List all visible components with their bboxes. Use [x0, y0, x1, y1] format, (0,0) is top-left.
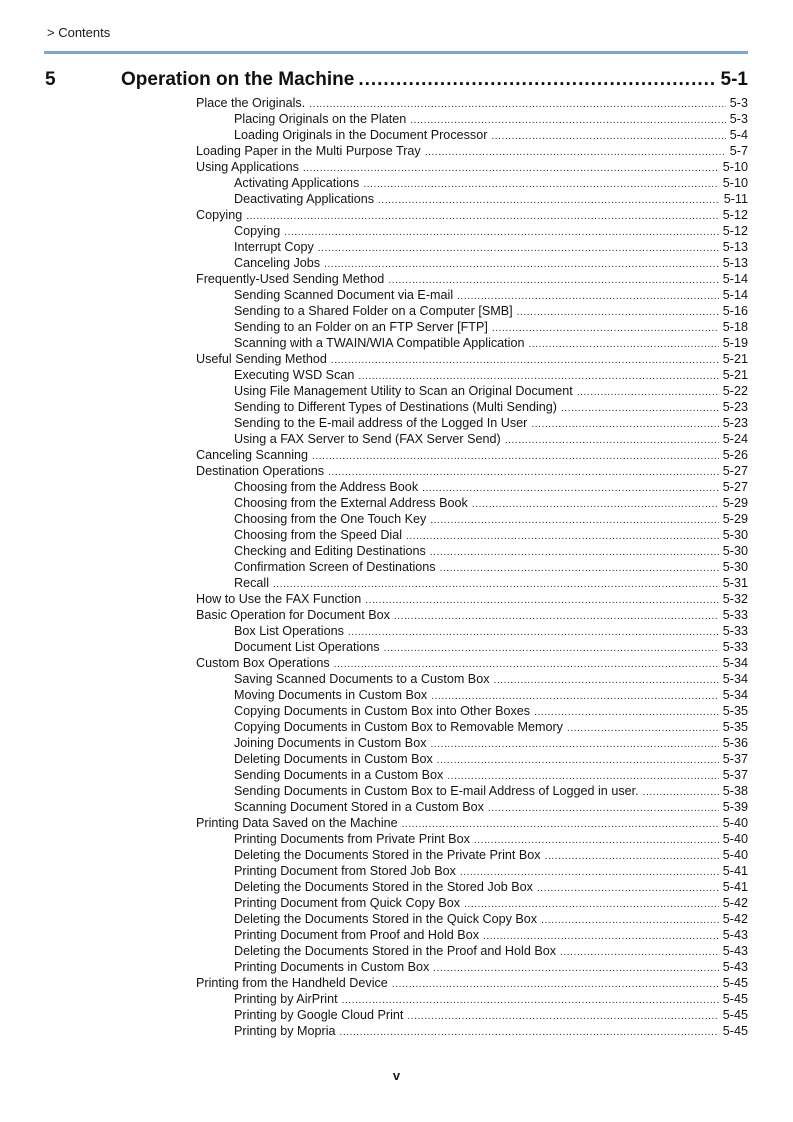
toc-subentry[interactable]	[196, 847, 748, 863]
toc-subentry[interactable]	[196, 255, 748, 271]
toc-entry-page: 5-30	[722, 560, 748, 574]
toc-entry-title: Printing Documents from Private Print Box	[234, 832, 470, 846]
toc-entry-page: 5-32	[722, 592, 748, 606]
toc-entry-page: 5-3	[729, 96, 748, 110]
toc-entry-page: 5-27	[722, 464, 748, 478]
toc-entry-page: 5-22	[722, 384, 748, 398]
header-divider	[44, 51, 748, 54]
toc-subentry[interactable]	[196, 639, 748, 655]
dot-leader	[577, 385, 719, 401]
toc-subentry[interactable]	[196, 239, 748, 255]
toc-entry-title: Copying Documents in Custom Box to Removable Memory	[234, 720, 563, 734]
dot-leader	[492, 321, 719, 337]
toc-entry-title: Sending to the E-mail address of the Logged In User	[234, 416, 528, 430]
toc-entry-title: Sending Documents in a Custom Box	[234, 768, 444, 782]
toc-entry-page: 5-40	[722, 832, 748, 846]
toc-subentry[interactable]	[196, 687, 748, 703]
toc-entry-page: 5-45	[722, 1024, 748, 1038]
chapter-title: Operation on the Machine	[121, 69, 355, 90]
toc-subentry[interactable]	[196, 783, 748, 799]
toc-entry[interactable]	[196, 655, 748, 671]
toc-entry-page: 5-30	[722, 528, 748, 542]
toc-entry-title: Placing Originals on the Platen	[234, 112, 407, 126]
toc-subentry[interactable]	[196, 415, 748, 431]
dot-leader	[440, 561, 719, 577]
toc-subentry[interactable]	[196, 831, 748, 847]
toc-entry-page: 5-36	[722, 736, 748, 750]
toc-entry-page: 5-35	[722, 704, 748, 718]
page-folio: v	[392, 1068, 401, 1083]
toc-entry-title: Canceling Scanning	[196, 448, 309, 462]
toc-subentry[interactable]	[196, 703, 748, 719]
toc-entry-page: 5-42	[722, 912, 748, 926]
dot-leader	[430, 513, 718, 529]
toc-entry-title: Printing Documents in Custom Box	[234, 960, 430, 974]
toc-entry-page: 5-34	[722, 688, 748, 702]
dot-leader	[537, 881, 719, 897]
toc-entry-title: Using Applications	[196, 160, 299, 174]
toc-entry-page: 5-43	[722, 944, 748, 958]
toc-subentry[interactable]	[196, 927, 748, 943]
dot-leader	[407, 1009, 718, 1025]
toc-subentry[interactable]	[196, 495, 748, 511]
toc-entry-title: Printing Document from Proof and Hold Box	[234, 928, 479, 942]
toc-entry-title: Loading Originals in the Document Processor	[234, 128, 488, 142]
toc-entry-title: Copying	[234, 224, 281, 238]
dot-leader	[378, 193, 720, 209]
toc-entry-page: 5-29	[722, 496, 748, 510]
toc-subentry[interactable]	[196, 287, 748, 303]
toc-subentry[interactable]	[196, 879, 748, 895]
dot-leader	[363, 177, 718, 193]
dot-leader	[431, 737, 719, 753]
toc-entry-page: 5-10	[722, 176, 748, 190]
toc-entry-title: Sending to Different Types of Destinations (Multi Sending)	[234, 400, 557, 414]
dot-leader	[491, 129, 725, 145]
toc-entry-title: Choosing from the One Touch Key	[234, 512, 427, 526]
toc-entry-page: 5-26	[722, 448, 748, 462]
toc-entry-title: Deleting the Documents Stored in the Proof and Hold Box	[234, 944, 557, 958]
toc-entry-page: 5-18	[722, 320, 748, 334]
toc-subentry[interactable]	[196, 719, 748, 735]
dot-leader	[365, 593, 719, 609]
toc-entry-title: Saving Scanned Documents to a Custom Box	[234, 672, 490, 686]
toc-entry-title: Custom Box Operations	[196, 656, 330, 670]
toc-subentry[interactable]	[196, 127, 748, 143]
toc-entry-page: 5-40	[722, 816, 748, 830]
toc-entry-page: 5-31	[722, 576, 748, 590]
toc-subentry[interactable]	[196, 319, 748, 335]
toc-subentry[interactable]	[196, 527, 748, 543]
toc-subentry[interactable]	[196, 479, 748, 495]
toc-entry-title: Executing WSD Scan	[234, 368, 355, 382]
toc-subentry[interactable]	[196, 943, 748, 959]
toc-entry-title: Copying	[196, 208, 243, 222]
toc-entry-title: Checking and Editing Destinations	[234, 544, 426, 558]
toc-entry-page: 5-40	[722, 848, 748, 862]
toc-entry-title: Sending to an Folder on an FTP Server [FTP]	[234, 320, 488, 334]
toc-entry-page: 5-45	[722, 992, 748, 1006]
toc-entry-title: Printing Document from Stored Job Box	[234, 864, 456, 878]
toc-entry-title: Sending to a Shared Folder on a Computer [SMB]	[234, 304, 513, 318]
dot-leader	[246, 209, 719, 225]
toc-entry-title: Choosing from the External Address Book	[234, 496, 468, 510]
toc-entry-page: 5-14	[722, 288, 748, 302]
toc-entry-page: 5-21	[722, 352, 748, 366]
toc-entry-page: 5-33	[722, 608, 748, 622]
toc-entry-title: Frequently-Used Sending Method	[196, 272, 385, 286]
toc-entry-title: Using File Management Utility to Scan an Original Document	[234, 384, 573, 398]
toc-entry-title: Basic Operation for Document Box	[196, 608, 390, 622]
toc-entry-page: 5-33	[722, 624, 748, 638]
dot-leader	[331, 353, 719, 369]
dot-leader	[437, 753, 719, 769]
toc-entry[interactable]	[196, 607, 748, 623]
toc-entry-title: Choosing from the Address Book	[234, 480, 419, 494]
toc-entry[interactable]	[196, 271, 748, 287]
toc-entry-page: 5-39	[722, 800, 748, 814]
dot-leader	[312, 449, 719, 465]
toc-subentry[interactable]	[196, 511, 748, 527]
toc-subentry[interactable]	[196, 735, 748, 751]
toc-entry-page: 5-37	[722, 752, 748, 766]
dot-leader	[529, 337, 719, 353]
toc-entry-title: Deactivating Applications	[234, 192, 375, 206]
toc-entry-title: Using a FAX Server to Send (FAX Server Send)	[234, 432, 501, 446]
toc-entry-title: Recall	[234, 576, 269, 590]
toc-subentry[interactable]	[196, 399, 748, 415]
toc-entry-page: 5-30	[722, 544, 748, 558]
toc-entry[interactable]	[196, 815, 748, 831]
toc-subentry[interactable]	[196, 303, 748, 319]
toc-entry-page: 5-7	[729, 144, 748, 158]
toc-entry-page: 5-35	[722, 720, 748, 734]
toc-subentry[interactable]	[196, 191, 748, 207]
toc-entry-page: 5-27	[722, 480, 748, 494]
toc-subentry[interactable]	[196, 383, 748, 399]
toc-subentry[interactable]	[196, 991, 748, 1007]
dot-leader	[561, 401, 719, 417]
toc-entry-title: Scanning Document Stored in a Custom Box	[234, 800, 484, 814]
toc-subentry[interactable]	[196, 911, 748, 927]
toc-entry-title: Printing Document from Quick Copy Box	[234, 896, 461, 910]
toc-entry[interactable]	[196, 975, 748, 991]
toc-subentry[interactable]	[196, 575, 748, 591]
dot-leader	[392, 977, 719, 993]
toc-entry-title: Printing by Mopria	[234, 1024, 336, 1038]
toc-subentry[interactable]	[196, 559, 748, 575]
toc-subentry[interactable]	[196, 1023, 748, 1039]
toc-entry-title: Activating Applications	[234, 176, 360, 190]
toc-entry-title: Joining Documents in Custom Box	[234, 736, 427, 750]
breadcrumb[interactable]: > Contents	[47, 25, 111, 40]
toc-entry-title: Deleting the Documents Stored in the Stored Job Box	[234, 880, 533, 894]
dot-leader	[348, 625, 719, 641]
toc-entry-title: Printing by Google Cloud Print	[234, 1008, 404, 1022]
toc-subentry[interactable]	[196, 111, 748, 127]
toc-entry-page: 5-38	[722, 784, 748, 798]
dot-leader	[433, 961, 718, 977]
toc-entry[interactable]	[196, 159, 748, 175]
toc-entry-title: Copying Documents in Custom Box into Other Boxes	[234, 704, 531, 718]
toc-entry-title: Printing from the Handheld Device	[196, 976, 388, 990]
toc-entry-page: 5-24	[722, 432, 748, 446]
dot-leader	[472, 497, 719, 513]
toc-entry-page: 5-37	[722, 768, 748, 782]
toc-entry-title: Deleting the Documents Stored in the Private Print Box	[234, 848, 541, 862]
dot-leader	[517, 305, 719, 321]
toc-entry-title: Moving Documents in Custom Box	[234, 688, 428, 702]
toc-entry[interactable]	[196, 143, 748, 159]
dot-leader	[425, 145, 726, 161]
toc-entry-page: 5-33	[722, 640, 748, 654]
toc-entry-page: 5-41	[722, 880, 748, 894]
toc-entry-title: How to Use the FAX Function	[196, 592, 362, 606]
toc-subentry[interactable]	[196, 863, 748, 879]
dot-leader	[488, 801, 719, 817]
toc-subentry[interactable]	[196, 543, 748, 559]
dot-leader	[384, 641, 719, 657]
toc-subentry[interactable]	[196, 335, 748, 351]
toc-entry-page: 5-41	[722, 864, 748, 878]
toc-subentry[interactable]	[196, 767, 748, 783]
toc-entry-page: 5-13	[722, 240, 748, 254]
toc-entry-page: 5-43	[722, 928, 748, 942]
toc-entry-page: 5-16	[722, 304, 748, 318]
dot-leader	[358, 69, 716, 91]
toc-entry[interactable]	[196, 591, 748, 607]
toc-subentry[interactable]	[196, 799, 748, 815]
dot-leader	[505, 433, 719, 449]
toc-entry-page: 5-43	[722, 960, 748, 974]
toc-entry-page: 5-34	[722, 672, 748, 686]
toc-entry-title: Interrupt Copy	[234, 240, 314, 254]
toc-entry-title: Confirmation Screen of Destinations	[234, 560, 436, 574]
toc-entry-title: Document List Operations	[234, 640, 380, 654]
dot-leader	[340, 1025, 719, 1041]
toc-entry-page: 5-3	[729, 112, 748, 126]
toc-entry-page: 5-12	[722, 224, 748, 238]
toc-entry-page: 5-11	[723, 192, 748, 206]
toc-subentry[interactable]	[196, 431, 748, 447]
dot-leader	[567, 721, 719, 737]
dot-leader	[318, 241, 719, 257]
dot-leader	[303, 161, 719, 177]
toc-entry[interactable]	[196, 463, 748, 479]
toc-entry-title: Sending Documents in Custom Box to E-mail Address of Logged in user.	[234, 784, 639, 798]
dot-leader	[406, 529, 719, 545]
toc-list	[196, 95, 748, 1039]
toc-entry-title: Deleting Documents in Custom Box	[234, 752, 433, 766]
toc-entry-title: Loading Paper in the Multi Purpose Tray	[196, 144, 421, 158]
dot-leader	[541, 913, 719, 929]
toc-entry[interactable]	[196, 95, 748, 111]
toc-entry-page: 5-42	[722, 896, 748, 910]
toc-subentry[interactable]	[196, 671, 748, 687]
toc-entry-page: 5-10	[722, 160, 748, 174]
toc-entry-title: Printing by AirPrint	[234, 992, 338, 1006]
toc-entry-title: Deleting the Documents Stored in the Quick Copy Box	[234, 912, 538, 926]
dot-leader	[560, 945, 719, 961]
toc-entry-page: 5-34	[722, 656, 748, 670]
toc-entry-title: Box List Operations	[234, 624, 344, 638]
toc-entry-page: 5-12	[722, 208, 748, 222]
toc-entry-title: Sending Scanned Document via E-mail	[234, 288, 454, 302]
toc-entry-page: 5-21	[722, 368, 748, 382]
toc-entry-title: Place the Originals.	[196, 96, 306, 110]
toc-entry-page: 5-4	[729, 128, 748, 142]
chapter-number: 5	[45, 69, 56, 90]
toc-entry-title: Canceling Jobs	[234, 256, 321, 270]
chapter-heading[interactable]	[44, 69, 748, 95]
toc-subentry[interactable]	[196, 959, 748, 975]
dot-leader	[643, 785, 719, 801]
toc-entry[interactable]	[196, 207, 748, 223]
toc-entry[interactable]	[196, 447, 748, 463]
toc-subentry[interactable]	[196, 623, 748, 639]
dot-leader	[430, 545, 719, 561]
toc-subentry[interactable]	[196, 223, 748, 239]
dot-leader	[494, 673, 719, 689]
toc-entry-title: Scanning with a TWAIN/WIA Compatible Application	[234, 336, 525, 350]
chapter-page: 5-1	[720, 69, 748, 90]
toc-entry-page: 5-19	[722, 336, 748, 350]
dot-leader	[531, 417, 718, 433]
toc-subentry[interactable]	[196, 895, 748, 911]
dot-leader	[545, 849, 719, 865]
toc-entry-page: 5-29	[722, 512, 748, 526]
toc-entry-title: Printing Data Saved on the Machine	[196, 816, 398, 830]
toc-entry[interactable]	[196, 351, 748, 367]
toc-entry-title: Choosing from the Speed Dial	[234, 528, 403, 542]
dot-leader	[284, 225, 719, 241]
toc-entry-page: 5-13	[722, 256, 748, 270]
toc-entry-title: Destination Operations	[196, 464, 325, 478]
toc-entry-page: 5-23	[722, 400, 748, 414]
toc-entry-page: 5-45	[722, 976, 748, 990]
dot-leader	[394, 609, 719, 625]
toc-entry-page: 5-14	[722, 272, 748, 286]
toc-subentry[interactable]	[196, 1007, 748, 1023]
toc-entry-page: 5-23	[722, 416, 748, 430]
toc-subentry[interactable]	[196, 175, 748, 191]
toc-subentry[interactable]	[196, 367, 748, 383]
toc-subentry[interactable]	[196, 751, 748, 767]
toc-entry-page: 5-45	[722, 1008, 748, 1022]
toc-entry-title: Useful Sending Method	[196, 352, 327, 366]
